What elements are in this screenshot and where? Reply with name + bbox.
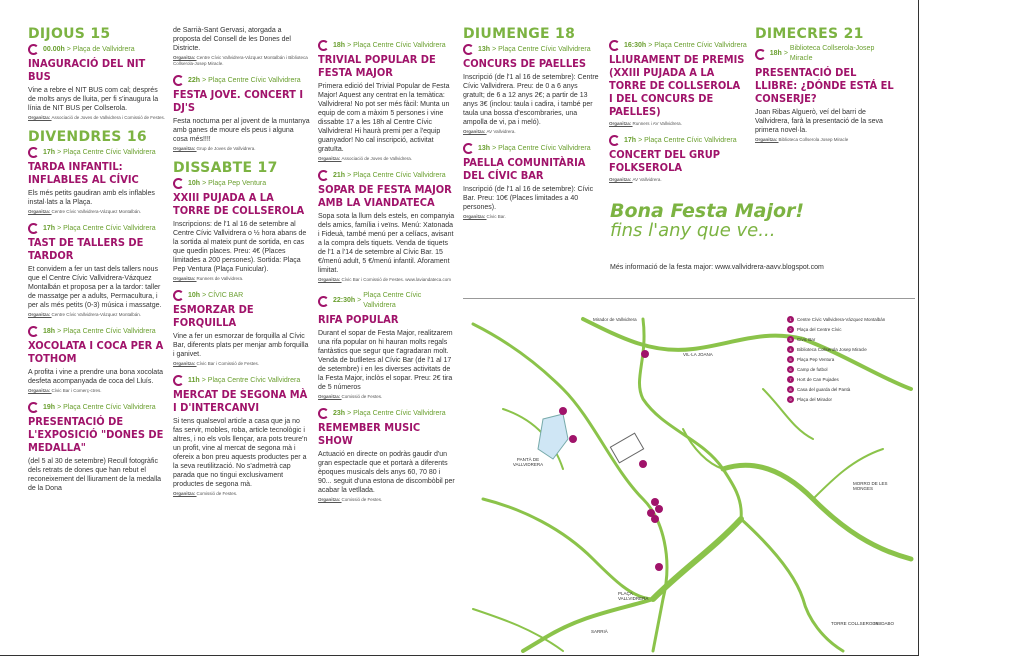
organizer-label: Organitza: bbox=[318, 277, 342, 282]
event-location bbox=[28, 147, 166, 158]
event-time: 22:30h bbox=[332, 297, 356, 304]
greeting-line-2: fins l'any que ve... bbox=[610, 220, 776, 241]
legend-marker-icon: 7 bbox=[787, 376, 794, 383]
event-description: Inscripció (de l'1 al 16 de setembre): Centre Cívic Vallvidrera. Preu: de 0 a 6 anys gratuït; de 6 a 12 anys 2€; a partir de 13 anys 3€ (inclou: taula i cadira, i també per taula una bossa d'escombraries, una ampolla de vi, pa i meló). bbox=[463, 74, 599, 126]
organizer-label: Organitza: bbox=[318, 497, 342, 502]
event-time: 13h bbox=[478, 45, 491, 53]
swirl-icon bbox=[609, 40, 620, 51]
event-location bbox=[28, 44, 166, 55]
event-time: 19h bbox=[43, 403, 56, 411]
event-location bbox=[173, 290, 310, 301]
event-title: TARDA INFANTIL: INFLABLES AL CÍVIC bbox=[28, 160, 139, 186]
event-description: Vine a fer un esmorzar de forquilla al Cívic Bar, diferents plats per menjar amb forquilla i ganivet. bbox=[173, 333, 309, 358]
event-time: 17h bbox=[43, 224, 56, 232]
event-title: SOPAR DE FESTA MAJOR AMB LA VIANDATECA bbox=[318, 183, 452, 209]
event-title: RIFA POPULAR bbox=[318, 313, 399, 326]
organizer-value: Comissió de Festes. bbox=[341, 497, 383, 502]
event-title: MERCAT DE SEGONA MÀ I D'INTERCANVI bbox=[173, 388, 308, 414]
event-place: Plaça Centre Cívic Vallvidrera bbox=[353, 171, 446, 179]
organizer-value: Runners de Vallvidrera. bbox=[196, 276, 244, 281]
arrow-icon: > bbox=[57, 224, 62, 232]
organizer-label: Organitza: bbox=[173, 276, 197, 281]
legend-marker-icon: 4 bbox=[787, 346, 794, 353]
event-time: 18h bbox=[769, 50, 782, 57]
event-place: Plaça Pep Ventura bbox=[208, 179, 267, 187]
event-location bbox=[318, 170, 455, 181]
event-title: PRESENTACIÓ DE L'EXPOSICIÓ "DONES DE MEDALLA" bbox=[28, 415, 164, 454]
event bbox=[28, 402, 166, 493]
event-title: TAST DE TALLERS DE TARDOR bbox=[28, 236, 144, 262]
organizer-value: Grup de Joves de Vallvidrera. bbox=[196, 146, 256, 151]
event-location bbox=[173, 75, 310, 86]
event-location bbox=[463, 44, 601, 55]
event-time: 17h bbox=[624, 136, 637, 144]
event bbox=[463, 143, 601, 220]
legend-item bbox=[787, 364, 885, 374]
swirl-icon bbox=[173, 375, 184, 386]
map-label-torre: TORRE COLLSEROLA bbox=[831, 621, 878, 626]
event-place: Plaça de Vallvidrera bbox=[72, 45, 135, 53]
legend-item bbox=[787, 344, 885, 354]
event-location bbox=[318, 40, 455, 51]
event-title: CONCURS DE PAELLES bbox=[463, 57, 587, 70]
arrow-icon: > bbox=[492, 144, 497, 152]
organizer-value: Comissió de Festes. bbox=[196, 491, 238, 496]
event-place: Plaça Centre Cívic Vallvidrera bbox=[208, 76, 301, 84]
event-title: FESTA JOVE. CONCERT I DJ'S bbox=[173, 88, 304, 114]
legend-label: Camp de futbol bbox=[797, 366, 828, 372]
event-organizer bbox=[609, 177, 747, 183]
column-6 bbox=[755, 26, 895, 151]
map-legend bbox=[787, 314, 885, 404]
arrow-icon: > bbox=[347, 41, 352, 49]
swirl-icon bbox=[755, 49, 766, 60]
legend-item bbox=[787, 374, 885, 384]
organizer-value: Centre Cívic Vallvidrera-Vázquez Montalbán. bbox=[51, 209, 141, 214]
event-time: 10h bbox=[188, 179, 201, 187]
organizer-value: Centre Cívic Vallvidrera-Vázquez Montalbán. bbox=[51, 312, 141, 317]
legend-item bbox=[787, 354, 885, 364]
organizer-label: Organitza: bbox=[173, 55, 197, 60]
event-organizer bbox=[28, 209, 166, 215]
swirl-icon bbox=[28, 326, 39, 337]
organizer-value: Biblioteca Collserola Josep Miracle bbox=[778, 137, 849, 142]
organizer-label: Organitza: bbox=[173, 491, 197, 496]
event-location bbox=[318, 291, 455, 311]
event-description: Inscripció (de l'1 al 16 de setembre): Cívic Bar. Preu: 10€ (Places limitades a 40 persones). bbox=[463, 186, 594, 211]
event-description: Primera edició del Trivial Popular de Festa Major! Aquest any centrat en la temàtica: Vallvidrera! No pot ser més fàcil: Munta un equip de com a màxim 5 persones i vine dissabte 17 a les 18h al Centre Cívic Vallvidrera! Hi haurà premi per a l'equip guanyador! No cal inscripció, activitat gratuïta. bbox=[318, 83, 450, 153]
organizer-value: Cívic Bar i Comerç-ctres. bbox=[51, 388, 102, 393]
event-place: Plaça Centre Cívic Vallvidrera bbox=[207, 376, 301, 384]
greeting-line-1: Bona Festa Major! bbox=[610, 200, 805, 222]
event-time: 23h bbox=[333, 409, 346, 417]
organizer-value: AV Vallvidrera. bbox=[632, 177, 662, 182]
legend-label: Plaça Pep Ventura bbox=[797, 356, 835, 362]
swirl-icon bbox=[609, 135, 620, 146]
arrow-icon: > bbox=[201, 376, 206, 384]
column-1 bbox=[28, 26, 166, 501]
event bbox=[755, 44, 895, 143]
event-title: LLIURAMENT DE PREMIS (XXIII PUJADA A LA TORRE DE COLLSEROLA I DEL CONCURS DE PAELLES) bbox=[609, 53, 745, 118]
more-info-link[interactable]: Més informació de la festa major: www.vallvidrera-aavv.blogspot.com bbox=[610, 264, 824, 271]
arrow-icon: > bbox=[347, 409, 352, 417]
event-description: Els més petits gaudiran amb els inflables instal·lats a la Plaça. bbox=[28, 190, 155, 206]
event bbox=[28, 147, 166, 215]
map-label-placa: PLAÇA VALLVIDRERA bbox=[618, 591, 649, 601]
map-label-sarria: SARRIÀ bbox=[591, 629, 608, 634]
swirl-icon bbox=[318, 40, 329, 51]
day-heading: DISSABTE 17 bbox=[173, 160, 278, 176]
event-organizer bbox=[28, 312, 166, 318]
day-heading: DIUMENGE 18 bbox=[463, 26, 576, 42]
day-heading: DIVENDRES 16 bbox=[28, 129, 147, 145]
event bbox=[318, 170, 455, 283]
event-place: Plaça Centre Cívic Vallvidrera bbox=[63, 327, 156, 335]
event-description: Festa nocturna per al jovent de la muntanya amb ganes de moure els peus i alguna cosa més!!!! bbox=[173, 118, 310, 143]
event-organizer bbox=[28, 388, 166, 394]
arrow-icon: > bbox=[638, 136, 643, 144]
event-title: ESMORZAR DE FORQUILLA bbox=[173, 303, 254, 329]
event-description: Actuació en directe on podràs gaudir d'un gran espectacle que et portarà a diferents èpoques musicals dels anys 60, 70 80 i 90... seguit d'una estona de discombòbil per acabar la vetllada. bbox=[318, 451, 455, 494]
organizer-label: Organitza: bbox=[173, 146, 197, 151]
event-organizer bbox=[173, 146, 310, 152]
arrow-icon: > bbox=[202, 179, 207, 187]
organizer-label: Organitza: bbox=[28, 388, 52, 393]
arrow-icon: > bbox=[648, 41, 653, 49]
event-organizer bbox=[173, 276, 310, 282]
event-place: Biblioteca Collserola-Josep Miracle bbox=[789, 45, 875, 62]
organizer-label: Organitza: bbox=[318, 156, 342, 161]
legend-label: Casa del guarda del Pantà bbox=[797, 386, 851, 392]
event bbox=[318, 291, 455, 400]
organizer-value: AV Vallvidrera. bbox=[486, 129, 516, 134]
event bbox=[28, 223, 166, 318]
event-organizer bbox=[173, 361, 310, 367]
event-place: Plaça Centre Cívic Vallvidrera bbox=[63, 403, 156, 411]
organizer-value: Cívic Bar i Comissió de Festes. www.laviandateca.com bbox=[341, 277, 452, 282]
arrow-icon: > bbox=[57, 327, 62, 335]
event-description: Vine a rebre el NIT BUS com cal; després de molts anys de lluita, per fi s'inaugura la línia de NIT BUS per Collserola. bbox=[28, 87, 159, 112]
event-title: PAELLA COMUNITÀRIA DEL CÍVIC BAR bbox=[463, 156, 586, 182]
event-location bbox=[28, 326, 166, 337]
event-place: CÍVIC BAR bbox=[208, 291, 244, 299]
event-location bbox=[173, 375, 310, 386]
day-heading: DIMECRES 21 bbox=[755, 26, 864, 42]
column-4 bbox=[463, 26, 601, 228]
swirl-icon bbox=[318, 170, 329, 181]
event-time: 18h bbox=[333, 41, 346, 49]
organizer-label: Organitza: bbox=[755, 137, 779, 142]
organizer-label: Organitza: bbox=[463, 129, 487, 134]
event-organizer bbox=[755, 137, 895, 143]
event-location bbox=[755, 44, 895, 64]
column-5 bbox=[609, 40, 747, 191]
organizer-label: Organitza: bbox=[28, 312, 52, 317]
event-location bbox=[609, 40, 747, 51]
swirl-icon bbox=[173, 290, 184, 301]
event-title: XOCOLATA I COCA PER A TOTHOM bbox=[28, 339, 164, 365]
event bbox=[318, 408, 455, 503]
event-description: A profita i vine a prendre una bona xocolata desfeta acompanyada de coca del Lluís. bbox=[28, 369, 164, 385]
swirl-icon bbox=[28, 147, 39, 158]
map-label-tibidabo: TIBIDABO bbox=[873, 621, 895, 626]
day-heading: DIJOUS 15 bbox=[28, 26, 111, 42]
event-time: 22h bbox=[188, 76, 201, 84]
map-label-mirador: Mirador de Vallvidrera bbox=[593, 317, 637, 322]
event-time: 10h bbox=[188, 291, 201, 299]
event-location bbox=[173, 178, 310, 189]
legend-label: Cívic Bar bbox=[797, 336, 816, 342]
event-place: Plaça Centre Cívic Vallvidrera bbox=[644, 136, 737, 144]
event bbox=[28, 326, 166, 394]
organizer-label: Organitza: bbox=[463, 214, 487, 219]
legend-item bbox=[787, 334, 885, 344]
event-time: 17h bbox=[43, 148, 56, 156]
arrow-icon: > bbox=[492, 45, 497, 53]
swirl-icon bbox=[28, 44, 39, 55]
legend-marker-icon: 5 bbox=[787, 356, 794, 363]
legend-item bbox=[787, 384, 885, 394]
legend-marker-icon: 8 bbox=[787, 386, 794, 393]
event-place: Plaça Centre Cívic Vallvidrera bbox=[498, 144, 591, 152]
legend-label: Centre Cívic Vallvidrera-Vázquez Montalbán bbox=[797, 316, 886, 322]
swirl-icon bbox=[463, 143, 474, 154]
event-description: (del 5 al 30 de setembre) Recull fotogràfic dels retrats de dones que han rebut el reconeixement del lliurament de la medalla de la Dona bbox=[28, 458, 162, 492]
organizer-label: Organitza: bbox=[173, 361, 197, 366]
legend-item bbox=[787, 324, 885, 334]
organizer-label: Organitza: bbox=[609, 121, 633, 126]
event bbox=[463, 44, 601, 135]
legend-marker-icon: 6 bbox=[787, 366, 794, 373]
organizer-value: Comissió de Festes. bbox=[341, 394, 383, 399]
event-title: CONCERT DEL GRUP FOLKSEROLA bbox=[609, 148, 721, 174]
organizer-value: Associació de Joves de Vallvidrera. bbox=[341, 156, 412, 161]
event bbox=[609, 135, 747, 183]
legend-marker-icon: 3 bbox=[787, 336, 794, 343]
legend-marker-icon: 1 bbox=[787, 316, 794, 323]
event-description: de Sarrià-Sant Gervasi, atorgada a proposta del Consell de les Dones del Districte. bbox=[173, 27, 291, 52]
legend-label: Biblioteca Collserola Josep Miracle bbox=[797, 346, 867, 352]
organizer-label: Organitza: bbox=[28, 209, 52, 214]
event-time: 13h bbox=[478, 144, 491, 152]
event-organizer bbox=[318, 497, 455, 503]
event-organizer bbox=[609, 121, 747, 127]
event-time: 21h bbox=[333, 171, 346, 179]
event-place: Plaça Centre Cívic Vallvidrera bbox=[363, 292, 422, 309]
legend-item bbox=[787, 314, 885, 324]
event-place: Plaça Centre Cívic Vallvidrera bbox=[498, 45, 591, 53]
event-organizer bbox=[173, 491, 310, 497]
organizer-value: Centre Cívic Vallvidrera-Vázquez Montalbán i Biblioteca Collserola-Josep Miracle. bbox=[173, 55, 308, 66]
event-title: TRIVIAL POPULAR DE FESTA MAJOR bbox=[318, 53, 436, 79]
arrow-icon: > bbox=[66, 45, 71, 53]
organizer-value: Cívic Bar. bbox=[486, 214, 506, 219]
event-time: 18h bbox=[43, 327, 56, 335]
event-location bbox=[318, 408, 455, 419]
swirl-icon bbox=[318, 408, 329, 419]
organizer-label: Organitza: bbox=[318, 394, 342, 399]
organizer-label: Organitza: bbox=[28, 115, 52, 120]
event-description: Et convidem a fer un tast dels tallers nous que el Centre Cívic Vallvidrera-Vázquez Montalbán et proposa per a la tardor: taller de massatge per a adults, Permacultura, i per als més petits (0-3) música i massatge. bbox=[28, 266, 162, 309]
event bbox=[173, 375, 310, 497]
swirl-icon bbox=[173, 178, 184, 189]
event-title: INAGURACIÓ DEL NIT BUS bbox=[28, 57, 146, 83]
organizer-value: Runners i AV Vallvidrera. bbox=[632, 121, 682, 126]
organizer-value: Cívic Bar i Comissió de Festes. bbox=[196, 361, 260, 366]
event-location bbox=[463, 143, 601, 154]
swirl-icon bbox=[463, 44, 474, 55]
event-description: Joan Ribas Alguerò, veí del barri de Vallvidrera, farà la presentació de la seva primera novel·la. bbox=[755, 109, 883, 134]
event-place: Plaça Centre Cívic Vallvidrera bbox=[654, 41, 747, 49]
column-2 bbox=[173, 26, 310, 505]
event-description: Sopa sota la llum dels estels, en companyia dels amics, família i veïns. Menú: Xatonada i Fideuà, també menú per a celíacs, avisant a la compra dels tiquets. Venda de tiquets de l'1 a l'14 de setembre al Cívic Bar. 15 €/menú adult, 5 €/menú infantil. Aforament limitat. bbox=[318, 213, 455, 274]
event-organizer bbox=[28, 115, 166, 121]
event-organizer bbox=[318, 156, 455, 162]
event-place: Plaça Centre Cívic Vallvidrera bbox=[353, 409, 446, 417]
event-organizer bbox=[463, 214, 601, 220]
arrow-icon: > bbox=[347, 171, 352, 179]
event-description: Si tens qualsevol article a casa que ja no fas servir, mobles, roba, article tecnològic i altres, i no els vols llençar, ara pots treure'n un profit, vine al mercat de segona mà i ofereix a bon preu aquests productes per a la seva reutilització. No s'admetrà cap parada que no tingui exclusivament productes de segona mà. bbox=[173, 418, 308, 488]
legend-label: Hort de Can Pujades bbox=[797, 376, 839, 382]
event bbox=[173, 178, 310, 282]
event bbox=[318, 40, 455, 162]
organizer-label: Organitza: bbox=[609, 177, 633, 182]
event-organizer bbox=[463, 129, 601, 135]
event-time: 16:30h bbox=[624, 41, 647, 49]
event-time: 11h bbox=[188, 376, 200, 384]
event bbox=[173, 26, 310, 67]
event-title: PRESENTACIÓ DEL LLIBRE: ¿DÓNDE ESTÁ EL CONSERJE? bbox=[755, 66, 894, 105]
legend-label: Plaça del Mirador bbox=[797, 396, 833, 402]
event bbox=[28, 44, 166, 121]
event-time: 00.00h bbox=[43, 45, 65, 53]
arrow-icon: > bbox=[202, 291, 207, 299]
swirl-icon bbox=[28, 402, 39, 413]
event-title: XXIII PUJADA A LA TORRE DE COLLSEROLA bbox=[173, 191, 305, 217]
event bbox=[173, 75, 310, 152]
event-organizer bbox=[173, 55, 310, 67]
organizer-value: Associació de Joves de Vallvidrera i Comissió de Festes. bbox=[51, 115, 165, 120]
legend-marker-icon: 2 bbox=[787, 326, 794, 333]
event-organizer bbox=[318, 277, 455, 283]
greeting-banner bbox=[610, 200, 804, 241]
event-organizer bbox=[318, 394, 455, 400]
map-label-panta: PANTÀ DE VALLVIDRERA bbox=[512, 457, 544, 467]
event-title: REMEMBER MUSIC SHOW bbox=[318, 421, 421, 447]
arrow-icon: > bbox=[357, 297, 362, 304]
map-label-monges: MORRO DE LES MONGES bbox=[853, 481, 888, 491]
event-place: Plaça Centre Cívic Vallvidrera bbox=[63, 224, 156, 232]
event-location bbox=[609, 135, 747, 146]
swirl-icon bbox=[318, 296, 329, 307]
event-description: Durant el sopar de Festa Major, realitzarem una rifa popular on hi hauran molts regals fantàstics que segur que t'agradaran molt. Venda de butlletes al Cívic Bar (de l'1 al 17 de setembre) i en les diverses activitats de la Festa Major, inclòs el sopar. Preu: 2€ tira de 5 números bbox=[318, 330, 453, 391]
event-location bbox=[28, 402, 166, 413]
arrow-icon: > bbox=[57, 148, 62, 156]
column-3 bbox=[318, 40, 455, 511]
swirl-icon bbox=[28, 223, 39, 234]
legend-marker-icon: 9 bbox=[787, 396, 794, 403]
swirl-icon bbox=[173, 75, 184, 86]
event-place: Plaça Centre Cívic Vallvidrera bbox=[63, 148, 156, 156]
arrow-icon: > bbox=[783, 50, 788, 57]
event-place: Plaça Centre Cívic Vallvidrera bbox=[353, 41, 446, 49]
event bbox=[173, 290, 310, 367]
legend-label: Plaça del Centre Cívic bbox=[797, 326, 842, 332]
arrow-icon: > bbox=[57, 403, 62, 411]
event-location bbox=[28, 223, 166, 234]
arrow-icon: > bbox=[202, 76, 207, 84]
map-label-vila-joana: VIL·LA JOANA bbox=[683, 352, 713, 357]
event bbox=[609, 40, 747, 127]
event-description: Inscripcions: de l'1 al 16 de setembre al Centre Cívic Vallvidrera o ½ hora abans de la sortida al mateix punt de sortida, en cas que quedin places. Preu: 4€ (Places limitades a 200 persones). Sortida: Plaça Pep Ventura (Plaça Funicular). bbox=[173, 221, 307, 273]
legend-item bbox=[787, 394, 885, 404]
